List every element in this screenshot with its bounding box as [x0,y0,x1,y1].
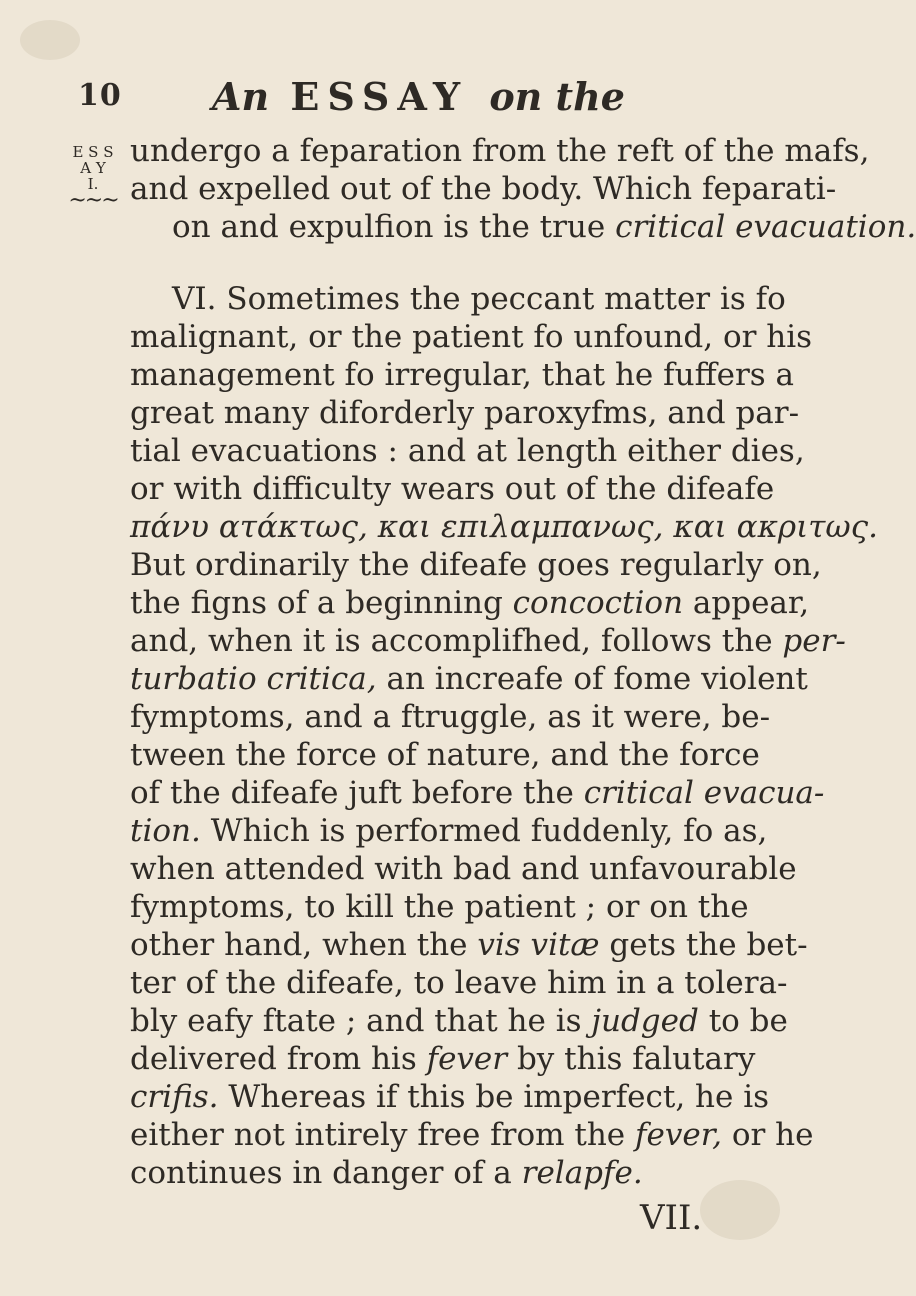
text-line: tion. Which is performed fuddenly, fo as, [130,813,768,849]
text-line: management fo irregular, that he fuffers a [130,357,795,393]
text-line: great many diforderly paroxyfms, and par- [130,395,800,431]
page-number: 10 [78,78,122,113]
paper-stain [20,20,80,60]
text-line: on and expulfion is the true critical evacuation. [172,209,916,245]
text-line: other hand, when the vis vitæ gets the bet- [130,927,808,963]
text-line: crifis. Whereas if this be imperfect, he is [130,1079,770,1115]
text-line: But ordinarily the difeafe goes regularly on, [130,547,822,583]
text-line: when attended with bad and unfavourable [130,851,797,887]
text-line: tween the force of nature, and the force [130,737,760,773]
catchword-left-bottom: ~~~ [68,188,118,213]
text-line-greek: πάνυ ατάκτως, και επιλαμπανως, και ακριτως. [130,509,878,545]
running-title [212,74,625,119]
catchword-left-middle: I. [87,175,99,193]
text-line: delivered from his fever by this falutary [130,1041,756,1077]
text-line: fymptoms, to kill the patient ; or on the [130,889,749,925]
running-header [0,74,800,128]
text-line: turbatio critica, an increafe of fome violent [130,661,808,697]
text-line: ter of the difeafe, to leave him in a tolera- [130,965,788,1001]
text-line: continues in danger of a relapfe. [130,1155,643,1191]
text-line: undergo a feparation from the reft of the mafs, [130,133,870,169]
text-line: or with difficulty wears out of the difeafe [130,471,775,507]
title-main: ESSAY [290,74,469,119]
text-line: of the difeafe juft before the critical evacua- [130,775,825,811]
text-line: and, when it is accomplifhed, follows the per- [130,623,846,659]
text-line: tial evacuations : and at length either dies, [130,433,805,469]
text-line: malignant, or the patient fo unfound, or his [130,319,813,355]
text-line: either not intirely free from the fever, or he [130,1117,814,1153]
text-line: and expelled out of the body. Which feparati- [130,171,837,207]
catchword-bottom: VII. [640,1198,703,1238]
text-line: fymptoms, and a ftruggle, as it were, be- [130,699,771,735]
text-line: VI. Sometimes the peccant matter is fo [172,281,786,317]
title-suffix: on the [489,74,625,119]
left-catchword-block [68,143,118,213]
title-prefix: An [212,74,270,119]
text-line: bly eafy ftate ; and that he is judged to be [130,1003,788,1039]
catchword-left-top: E S S A Y [72,143,114,177]
text-line: the figns of a beginning concoction appear, [130,585,810,621]
